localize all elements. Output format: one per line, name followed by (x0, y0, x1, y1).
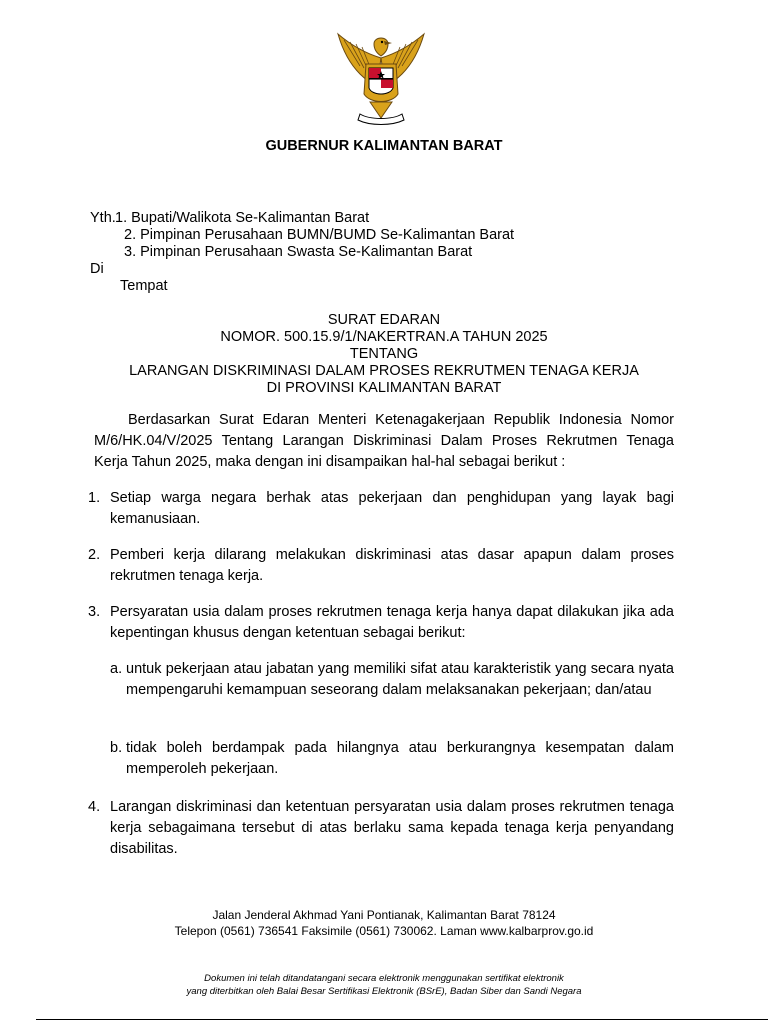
list-item-number: 2. (88, 547, 101, 563)
sub-list-item-letter: a. (110, 661, 123, 677)
list-item (88, 488, 674, 530)
document-heading: GUBERNUR KALIMANTAN BARAT (265, 138, 503, 154)
addressee-di: Di (90, 261, 104, 277)
doc-subject-line-2: DI PROVINSI KALIMANTAN BARAT (266, 380, 502, 396)
list-item-text: Persyaratan usia dalam proses rekrutmen tenaga kerja hanya dapat dilakukan jika ada kepentingan khusus dengan ketentuan sebagai berikut: (110, 604, 674, 641)
footer-contact-line: Telepon (0561) 736541 Faksimile (0561) 730062. Laman www.kalbarprov.go.id (174, 924, 594, 938)
sub-list-item-text: tidak boleh berdampak pada hilangnya atau berkurangnya kesempatan dalam memperoleh pekerjaan. (126, 740, 674, 777)
list-item-number: 4. (88, 799, 101, 815)
addressee-item: 2. Pimpinan Perusahaan BUMN/BUMD Se-Kalimantan Barat (124, 227, 515, 243)
e-signature-note-line-2: yang diterbitkan oleh Balai Besar Sertifikasi Elektronik (BSrE), Badan Siber dan Sandi Negara (186, 986, 582, 997)
sub-list-item (110, 738, 674, 780)
e-signature-note (0, 972, 768, 998)
intro-paragraph: Berdasarkan Surat Edaran Menteri Ketenagakerjaan Republik Indonesia Nomor M/6/HK.04/V/2025 Tentang Larangan Diskriminasi Dalam Proses Rekrutmen Tenaga Kerja Tahun 2025, maka dengan ini disampaikan hal-hal sebagai berikut : (94, 412, 674, 470)
addressee-item: 1. Bupati/Walikota Se-Kalimantan Barat (115, 210, 370, 226)
doc-number: NOMOR. 500.15.9/1/NAKERTRAN.A TAHUN 2025 (220, 329, 548, 345)
addressee-tempat: Tempat (120, 278, 168, 294)
list-item-text: Setiap warga negara berhak atas pekerjaan dan penghidupan yang layak bagi kemanusiaan. (110, 490, 674, 527)
doc-type: SURAT EDARAN (327, 312, 441, 328)
list-item-text: Pemberi kerja dilarang melakukan diskriminasi atas dasar apapun dalam proses rekrutmen tenaga kerja. (110, 547, 674, 584)
sub-list-item-text: untuk pekerjaan atau jabatan yang memiliki sifat atau karakteristik yang secara nyata mempengaruhi kemampuan seseorang dalam melaksanakan pekerjaan; dan/atau (126, 661, 674, 698)
addressee-prefix: Yth. (90, 210, 116, 226)
sub-list-item (110, 659, 674, 701)
bottom-divider (36, 1019, 768, 1020)
list-item (88, 602, 674, 644)
e-signature-note-line-1: Dokumen ini telah ditandatangani secara elektronik menggunakan sertifikat elektronik (204, 973, 564, 984)
title-block (0, 312, 768, 397)
doc-subject-line-1: LARANGAN DISKRIMINASI DALAM PROSES REKRUTMEN TENAGA KERJA (129, 363, 639, 379)
footer-address-line: Jalan Jenderal Akhmad Yani Pontianak, Kalimantan Barat 78124 (212, 908, 556, 922)
list-item (88, 797, 674, 860)
list-item-text: Larangan diskriminasi dan ketentuan persyaratan usia dalam proses rekrutmen tenaga kerja sebagaimana tersebut di atas berlaku sama kepada tenaga kerja penyandang disabilitas. (110, 799, 674, 857)
list-item-number: 1. (88, 490, 101, 506)
addressee-item: 3. Pimpinan Perusahaan Swasta Se-Kalimantan Barat (124, 244, 473, 260)
footer-address (0, 907, 768, 939)
garuda-emblem-icon (330, 28, 432, 128)
list-item-number: 3. (88, 604, 101, 620)
sub-list-item-letter: b. (110, 740, 123, 756)
list-item (88, 545, 674, 587)
doc-about: TENTANG (349, 346, 419, 362)
